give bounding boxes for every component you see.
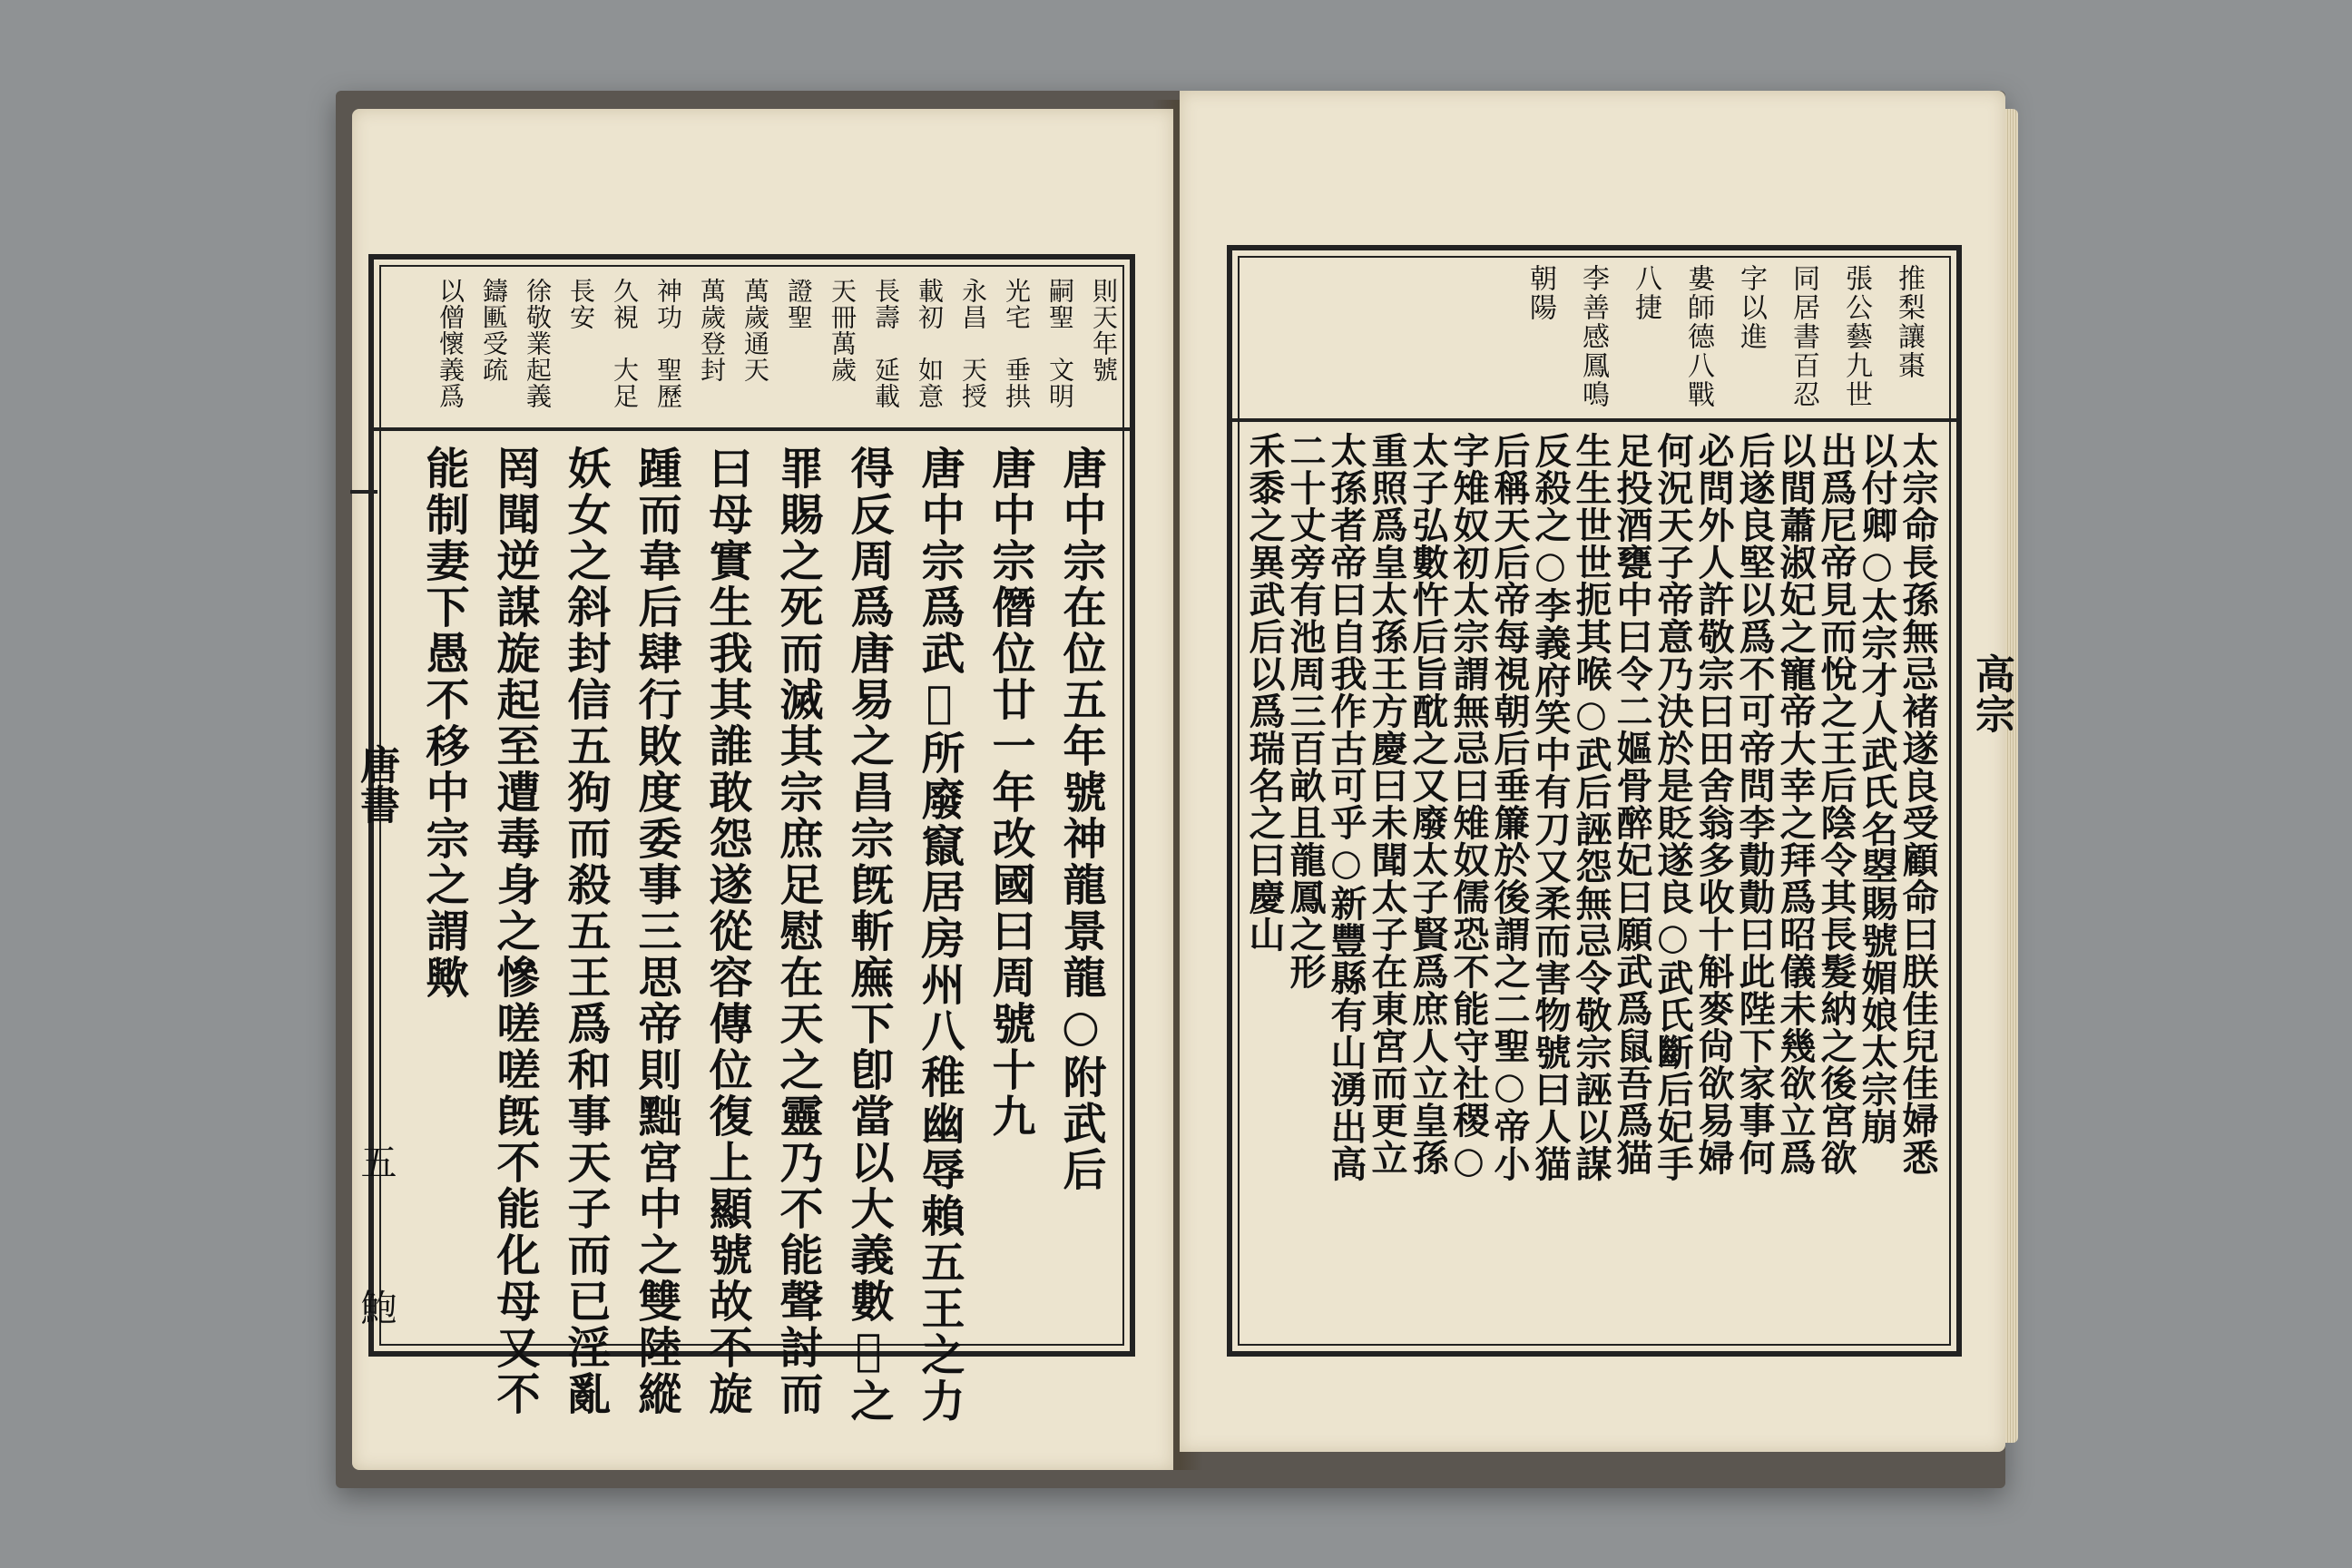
top-note-column: 載初 如意: [915, 278, 945, 409]
top-note-column: 天冊萬歲: [828, 278, 858, 383]
main-text-column: 以間蕭淑妃之寵帝大幸之拜爲昭儀未幾欲立爲: [1774, 432, 1817, 1176]
main-text-column: 反殺之○李義府笑中有刀又柔而害物號曰人猫: [1529, 432, 1572, 1182]
main-text-column: 踵而韋后肆行敗度委事三思帝則黜宮中之雙陸縱: [631, 446, 681, 1417]
top-note-column: 久視 大足: [610, 278, 640, 409]
top-note-column: 長壽 延載: [871, 278, 901, 409]
main-text-column: 重照爲皇太孫王方慶曰未聞太子在東宮而更立: [1366, 432, 1408, 1176]
main-text-column: 太孫者帝曰自我作古可乎○新豐縣有山湧出高: [1325, 432, 1367, 1182]
top-note-column: 長安: [566, 278, 596, 330]
top-note-column: 八捷: [1630, 264, 1661, 322]
top-note-column: 徐敬業起義: [523, 278, 553, 409]
main-text-column: 太宗命長孫無忌褚遂良受顧命曰朕佳兒佳婦悉: [1896, 432, 1939, 1176]
main-text-column: 得反周爲唐易之昌宗旣斬廡下卽當以大義數𭌐之: [843, 446, 894, 1425]
main-text-column: 生生世世扼其喉○武后誣怨無忌令敬宗誣以謀: [1570, 432, 1612, 1182]
left-top-notes-box: [374, 260, 1130, 431]
main-text-column: 罔聞逆謀旋起至遭毒身之慘嗟嗟旣不能化母又不: [489, 446, 540, 1417]
main-text-column: 何況天子帝意乃決於是貶遂良○武氏斷后妃手: [1651, 432, 1694, 1182]
top-note-column: 推梨讓棗: [1893, 264, 1925, 380]
left-margin-mark: 鮑: [355, 1289, 397, 1325]
page-edges: [2005, 109, 2018, 1443]
main-text-column: 禾黍之異武后以爲瑞名之曰慶山: [1243, 432, 1286, 953]
right-top-notes-box: [1232, 250, 1956, 422]
top-note-column: 永昌 天授: [958, 278, 988, 409]
main-text-column: 字雉奴初太宗謂無忌曰雉奴儒恐不能守社稷○: [1447, 432, 1490, 1182]
left-text-frame: [368, 254, 1135, 1425]
top-note-column: 證聖: [784, 278, 814, 330]
right-margin-title: 高宗: [1968, 653, 2014, 733]
main-text-column: 能制妻下愚不移中宗之謂歟: [418, 446, 469, 1001]
main-text-column: 后稱天后帝每視朝后垂簾於後謂之二聖○帝小: [1488, 432, 1531, 1182]
main-text-column: 足投酒甕中曰令二嫗骨醉妃曰願武爲鼠吾爲猫: [1611, 432, 1653, 1176]
main-text-column: 唐中宗爲武𭌐所廢竄居房州八稚幽辱賴五王之力: [914, 446, 965, 1425]
main-text-column: 唐中宗僭位廿一年改國曰周號十九: [985, 446, 1035, 1140]
main-text-column: 必問外人許敬宗曰田舍翁多收十斛麥尙欲易婦: [1692, 432, 1735, 1176]
top-note-column: 萬歲登封: [697, 278, 727, 383]
top-note-column: 光宅 垂拱: [1002, 278, 1032, 409]
top-note-column: 婁師德八戰: [1682, 264, 1714, 409]
top-note-column: 字以進: [1735, 264, 1767, 351]
left-folio-number: 五: [355, 1143, 397, 1180]
main-text-column: 后遂良堅以爲不可帝問李勣勣曰此陛下家事何: [1733, 432, 1776, 1176]
main-text-column: 曰母實生我其誰敢怨遂從容傳位復上顯號故不旋: [701, 446, 752, 1417]
main-text-column: 罪賜之死而滅其宗庶足慰在天之靈乃不能聲討而: [772, 446, 823, 1417]
top-note-column: 神功 聖歷: [653, 278, 683, 409]
top-note-column: 則天年號: [1089, 278, 1119, 383]
right-text-frame: [1227, 245, 1962, 1357]
right-page: [1180, 91, 2014, 1452]
main-text-column: 出爲尼帝見而悅之王后陰令其長髮納之後宮欲: [1815, 432, 1857, 1176]
left-page: [352, 109, 1173, 1470]
main-text-column: 妖女之斜封信五狗而殺五王爲和事天子而已淫亂: [560, 446, 611, 1417]
top-note-column: 萬歲通天: [740, 278, 770, 383]
left-margin-rule: [350, 490, 377, 494]
top-note-column: 鑄匭受疏: [479, 278, 509, 383]
left-margin-title: 唐書: [353, 744, 399, 824]
top-note-column: 同居書百忍: [1788, 264, 1819, 409]
top-note-column: 朝陽: [1524, 264, 1556, 322]
top-note-column: 以僧懷義爲: [436, 278, 466, 409]
top-note-column: 張公藝九世: [1840, 264, 1872, 409]
top-note-column: 嗣聖 文明: [1045, 278, 1075, 409]
main-text-column: 唐中宗在位五年號神龍景龍○附武后: [1055, 446, 1106, 1193]
main-text-column: 以付卿○太宗才人武氏名曌賜號媚娘太宗崩: [1856, 432, 1898, 1145]
main-text-column: 太子弘數忤后旨酖之又廢太子賢爲庶人立皇孫: [1406, 432, 1449, 1176]
top-note-column: 李善感鳳鳴: [1577, 264, 1609, 409]
main-text-column: 二十丈旁有池周三百畝且龍鳳之形: [1284, 432, 1327, 990]
